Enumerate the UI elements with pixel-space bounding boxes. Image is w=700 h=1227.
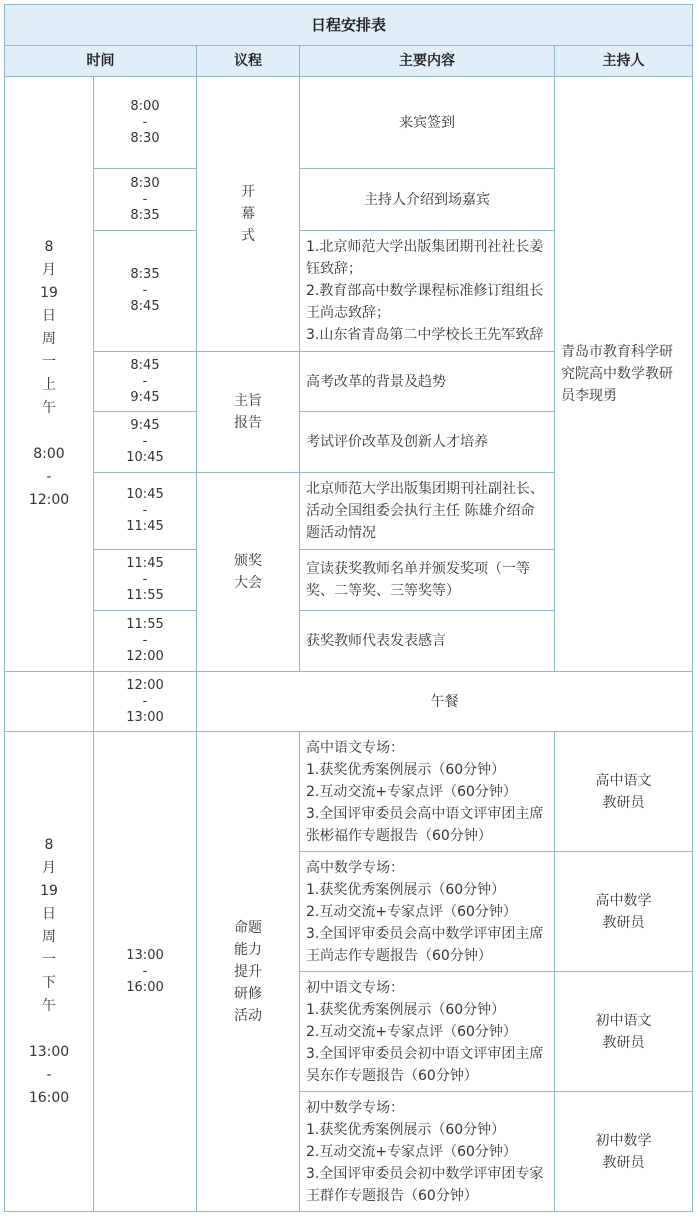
track-content-cell: 高中语文专场： 1.获奖优秀案例展示（60分钟） 2.互动交流+专家点评（60分钟） 3.全国评审委员会高中语文评审团主席张彬福作专题报告（60分钟） <box>300 732 555 852</box>
track-content-cell: 初中数学专场： 1.获奖优秀案例展示（60分钟） 2.互动交流+专家点评（60分钟） 3.全国评审委员会初中数学评审团专家王群作专题报告（60分钟） <box>300 1092 555 1212</box>
content-cell: 获奖教师代表发表感言 <box>300 611 555 672</box>
time-cell: 8:00 - 8:30 <box>94 77 197 169</box>
time-cell: 8:45 - 9:45 <box>94 352 197 412</box>
content-cell: 1.北京师范大学出版集团期刊社社长姜钰致辞； 2.教育部高中数学课程标准修订组组长王尚志致辞； 3.山东省青岛第二中学校长王先军致辞 <box>300 231 555 352</box>
lunch-row <box>5 672 693 732</box>
track-content-cell: 高中数学专场： 1.获奖优秀案例展示（60分钟） 2.互动交流+专家点评（60分钟） 3.全国评审委员会高中数学评审团主席王尚志作专题报告（60分钟） <box>300 852 555 972</box>
afternoon-time-cell: 13:00 - 16:00 <box>94 732 197 1212</box>
track-host-cell: 初中数学 教研员 <box>555 1092 693 1212</box>
header-time: 时间 <box>5 46 197 77</box>
header-content: 主要内容 <box>300 46 555 77</box>
content-cell: 北京师范大学出版集团期刊社副社长、活动全国组委会执行主任 陈雄介绍命题活动情况 <box>300 473 555 550</box>
table-row <box>5 732 693 852</box>
lunch-label-cell: 午餐 <box>197 672 693 732</box>
afternoon-date-cell: 8 月 19 日 周 一 下 午 13:00 - 16:00 <box>5 732 94 1212</box>
header-host: 主持人 <box>555 46 693 77</box>
time-cell: 9:45 - 10:45 <box>94 412 197 473</box>
content-cell: 考试评价改革及创新人才培养 <box>300 412 555 473</box>
time-cell: 10:45 - 11:45 <box>94 473 197 550</box>
agenda-cell: 主旨 报告 <box>197 352 300 473</box>
time-cell: 11:45 - 11:55 <box>94 550 197 611</box>
schedule-table <box>4 4 693 1212</box>
time-cell: 11:55 - 12:00 <box>94 611 197 672</box>
time-cell: 8:30 - 8:35 <box>94 169 197 231</box>
content-cell: 宣读获奖教师名单并颁发奖项（一等奖、二等奖、三等奖等） <box>300 550 555 611</box>
lunch-blank-cell <box>5 672 94 732</box>
track-content-cell: 初中语文专场： 1.获奖优秀案例展示（60分钟） 2.互动交流+专家点评（60分钟） 3.全国评审委员会初中语文评审团主席吴东作专题报告（60分钟） <box>300 972 555 1092</box>
track-host-cell: 高中语文 教研员 <box>555 732 693 852</box>
table-row <box>5 77 693 169</box>
track-host-cell: 初中语文 教研员 <box>555 972 693 1092</box>
content-cell: 主持人介绍到场嘉宾 <box>300 169 555 231</box>
agenda-cell: 颁奖 大会 <box>197 473 300 672</box>
morning-host-cell: 青岛市教育科学研究院高中数学教研员李现勇 <box>555 77 693 672</box>
morning-date-cell: 8 月 19 日 周 一 上 午 8:00 - 12:00 <box>5 77 94 672</box>
agenda-cell: 开 幕 式 <box>197 77 300 352</box>
header-agenda: 议程 <box>197 46 300 77</box>
track-host-cell: 高中数学 教研员 <box>555 852 693 972</box>
lunch-time-cell: 12:00 - 13:00 <box>94 672 197 732</box>
time-cell: 8:35 - 8:45 <box>94 231 197 352</box>
content-cell: 来宾签到 <box>300 77 555 169</box>
table-title: 日程安排表 <box>5 5 693 46</box>
content-cell: 高考改革的背景及趋势 <box>300 352 555 412</box>
afternoon-agenda-cell: 命题 能力 提升 研修 活动 <box>197 732 300 1212</box>
